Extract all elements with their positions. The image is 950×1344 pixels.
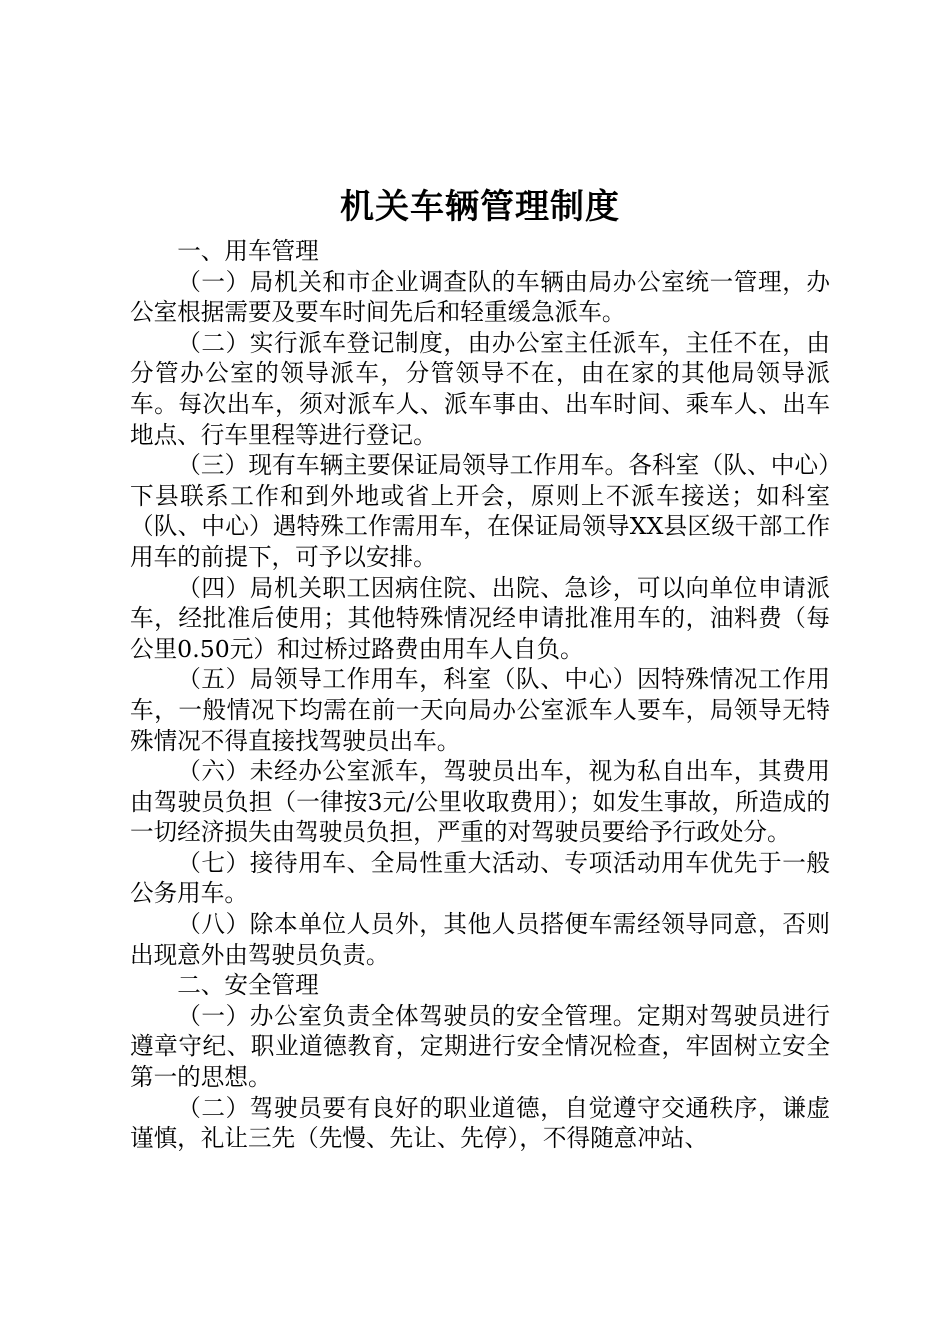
paragraph: （一）办公室负责全体驾驶员的安全管理。定期对驾驶员进行遵章守纪、职业道德教育，定期进行安全情况检查，牢固树立安全第一的思想。 <box>130 1001 830 1092</box>
document-title: 机关车辆管理制度 <box>340 187 620 227</box>
paragraph: （七）接待用车、全局性重大活动、专项活动用车优先于一般公务用车。 <box>130 848 830 908</box>
paragraph: （二）实行派车登记制度，由办公室主任派车，主任不在，由分管办公室的领导派车，分管领导不在，由在家的其他局领导派车。每次出车，须对派车人、派车事由、出车时间、乘车人、出车地点、行车里程等进行登记。 <box>130 328 830 449</box>
paragraph: （一）局机关和市企业调查队的车辆由局办公室统一管理，办公室根据需要及要车时间先后和轻重缓急派车。 <box>130 267 830 327</box>
paragraph: （三）现有车辆主要保证局领导工作用车。各科室（队、中心）下县联系工作和到外地或省上开会，原则上不派车接送；如科室（队、中心）遇特殊工作需用车，在保证局领导XX县区级干部工作用车的前提下，可予以安排。 <box>130 451 830 571</box>
paragraph: （八）除本单位人员外，其他人员搭便车需经领导同意，否则出现意外由驾驶员负责。 <box>130 910 830 969</box>
paragraph: （五）局领导工作用车，科室（队、中心）因特殊情况工作用车，一般情况下均需在前一天向局办公室派车人要车，局领导无特殊情况不得直接找驾驶员出车。 <box>130 665 830 755</box>
paragraph: （四）局机关职工因病住院、出院、急诊，可以向单位申请派车，经批准后使用；其他特殊情况经申请批准用车的，油料费（每公里0.50元）和过桥过路费由用车人自负。 <box>130 573 830 663</box>
section-heading-safety: 二、安全管理 <box>177 971 319 1000</box>
paragraph: （二）驾驶员要有良好的职业道德，自觉遵守交通秩序，谦虚谨慎，礼让三先（先慢、先让、先停），不得随意冲站、 <box>130 1093 830 1153</box>
section-heading-vehicle-use: 一、用车管理 <box>177 237 319 265</box>
document-page <box>130 182 830 1154</box>
paragraph: （六）未经办公室派车，驾驶员出车，视为私自出车，其费用由驾驶员负担（一律按3元/公里收取费用）；如发生事故，所造成的一切经济损失由驾驶员负担，严重的对驾驶员要给予行政处分。 <box>130 757 830 847</box>
